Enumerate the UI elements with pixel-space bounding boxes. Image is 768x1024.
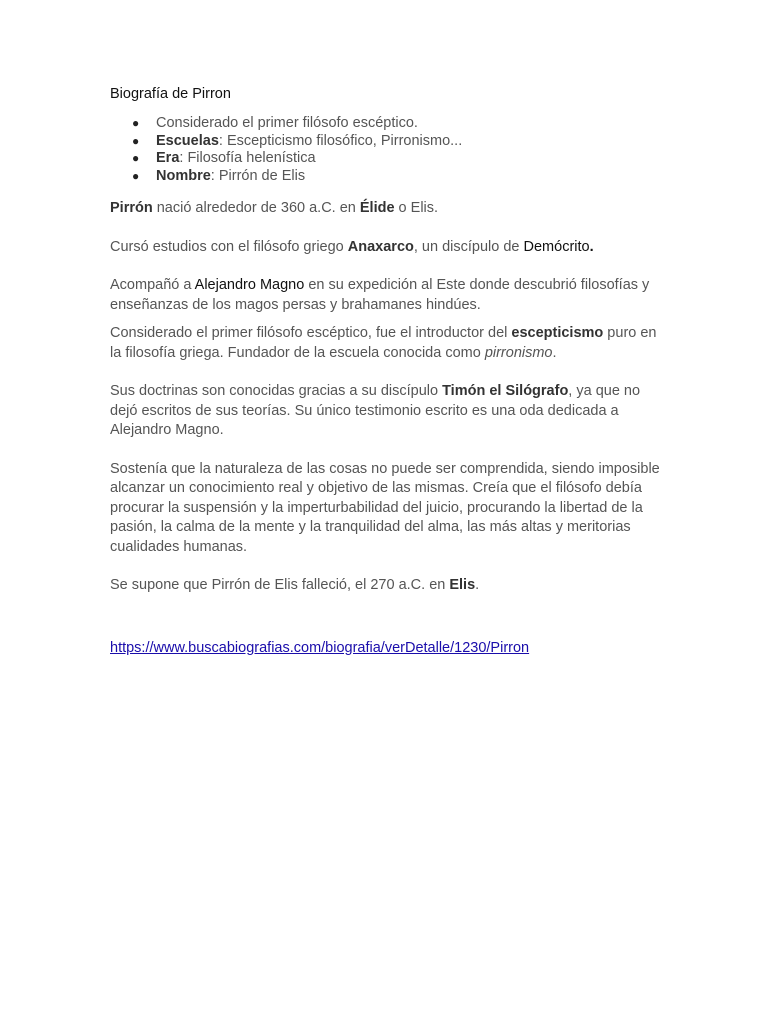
list-item (132, 167, 670, 186)
text-run: nació alrededor de 360 a.C. en (152, 200, 360, 216)
text-run: en su expedición al Este donde descubrió filosofías y enseñanzas de los magos persas y brahamanes hindúes. (110, 277, 650, 313)
democrito-link[interactable]: Demócrito (523, 238, 590, 255)
paragraph-death (110, 576, 670, 596)
bold-term: Elis (449, 577, 476, 593)
list-item (132, 115, 670, 133)
source-link[interactable]: https://www.buscabiografias.com/biografia/verDetalle/1230/Pirron (110, 639, 530, 656)
bullet-icon: ● (132, 116, 140, 130)
paragraph-expedition (110, 276, 670, 315)
bullet-icon: ● (132, 151, 140, 165)
text-run: . (552, 344, 557, 361)
bold-term: escepticismo (511, 325, 604, 341)
text-run: . (475, 577, 480, 593)
bullet-icon: ● (132, 133, 140, 148)
text-run: Cursó estudios con el filósofo griego (110, 238, 348, 255)
text-run: Acompañó a (110, 277, 195, 293)
bullet-icon: ● (132, 168, 140, 183)
fact-label: Era (156, 150, 180, 166)
document-page (110, 85, 670, 657)
fact-value: : Escepticismo filosófico, Pirronismo... (218, 132, 463, 149)
bold-term: Anaxarco (347, 238, 414, 255)
italic-term: pirronismo (484, 344, 553, 361)
paragraph-philosophy: Sostenía que la naturaleza de las cosas no puede ser comprendida, siendo imposible alcanzar un conocimiento real y objetivo de las mismas. Creía que el filósofo debía procurar la suspensión y la imperturbabilidad del juicio, procurando la libertad de la pasión, la calma de la mente y la tranquilidad del alma, las más altas y meritorias cualidades humanas. (110, 460, 660, 555)
text-run: Se supone que Pirrón de Elis falleció, el 270 a.C. en (110, 577, 450, 593)
paragraph-studies (110, 238, 670, 258)
list-item (132, 132, 670, 151)
bold-term: Pirrón (110, 200, 153, 216)
fact-label: Escuelas (156, 132, 219, 149)
list-item (132, 150, 670, 168)
facts-list (110, 115, 670, 185)
alejandro-magno-link[interactable]: Alejandro Magno (194, 277, 305, 293)
text-run: Considerado el primer filósofo escéptico, fue el introductor del (110, 325, 512, 341)
text-run: , ya que no dejó escritos de sus teorías. Su único testimonio escrito es una oda dedicada a Alejandro Magno. (110, 383, 641, 438)
page-title: Biografía de Pirron (110, 86, 231, 102)
text-run: . (589, 238, 594, 255)
paragraph-doctrines (110, 382, 670, 441)
paragraph-skepticism (110, 324, 670, 363)
text-run: o Elis. (394, 200, 439, 216)
text-run: puro en la filosofía griega. Fundador de la escuela conocida como (110, 325, 657, 361)
text-run: Sus doctrinas son conocidas gracias a su discípulo (110, 383, 443, 399)
paragraph-birth (110, 199, 670, 219)
fact-value: : Pirrón de Elis (210, 167, 306, 184)
fact-value: : Filosofía helenística (179, 150, 316, 166)
fact-label: Nombre (156, 167, 211, 184)
bold-term: Élide (359, 200, 395, 216)
fact-value: Considerado el primer filósofo escéptico. (156, 115, 418, 131)
bold-term: Timón el Silógrafo (442, 383, 569, 399)
text-run: , un discípulo de (413, 238, 524, 255)
